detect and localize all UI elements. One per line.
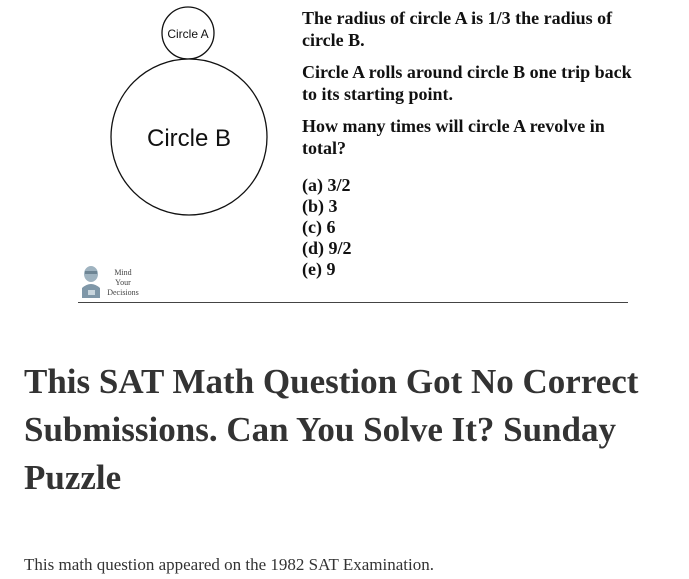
article-intro: This math question appeared on the 1982 SAT Examination. [24, 555, 434, 574]
logo-text [103, 268, 143, 298]
choice-c: (c) 6 [302, 217, 336, 237]
logo-line-mind: Mind [114, 268, 132, 277]
answer-choices [302, 175, 632, 280]
puzzle-figure [78, 0, 632, 303]
puzzle-statement [302, 7, 632, 280]
circles-diagram [78, 0, 278, 230]
logo-line-decisions: Decisions [107, 288, 139, 297]
choice-d: (d) 9/2 [302, 238, 352, 258]
article-title: This SAT Math Question Got No Correct Submissions. Can You Solve It? Sunday Puzzle [24, 362, 639, 497]
logo-line-your: Your [115, 278, 131, 287]
choice-a: (a) 3/2 [302, 175, 351, 195]
puzzle-question: How many times will circle A revolve in total? [302, 116, 605, 158]
statement-radius: The radius of circle A is 1/3 the radius of circle B. [302, 8, 613, 50]
mind-your-decisions-logo [80, 264, 142, 300]
presh-talwalkar-avatar-icon [80, 264, 104, 298]
choice-b: (b) 3 [302, 196, 338, 216]
statement-rolls: Circle A rolls around circle B one trip back to its starting point. [302, 62, 632, 104]
circle-a-label: Circle A [167, 27, 209, 41]
circle-b-label: Circle B [146, 125, 232, 152]
choice-e: (e) 9 [302, 259, 336, 279]
